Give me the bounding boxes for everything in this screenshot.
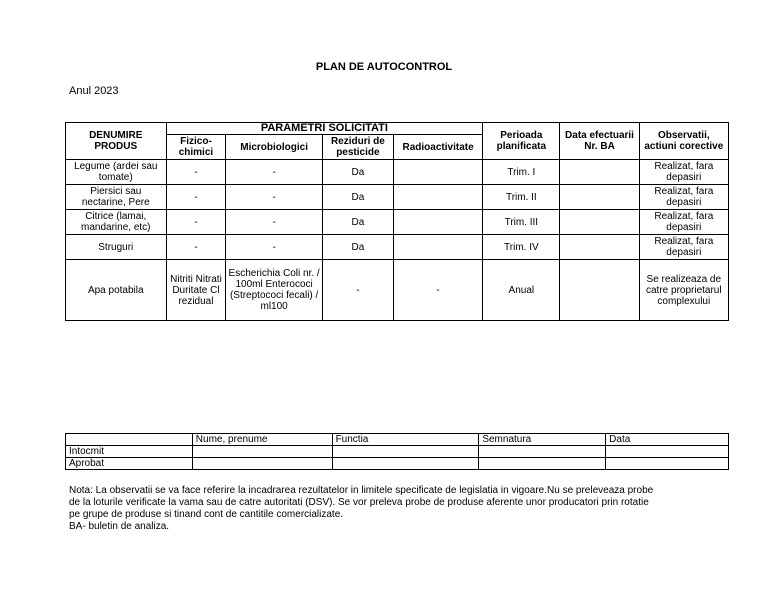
cell-radio [393,235,482,260]
header-physchem: Fizico-chimici [166,135,226,160]
cell-date [560,185,639,210]
header-params-group: PARAMETRI SOLICITATI [166,123,483,135]
cell-residues: - [322,260,393,321]
table-row [66,185,729,210]
cell-radio [393,185,482,210]
cell-product: Legume (ardei sau tomate) [66,160,167,185]
cell-observations: Realizat, fara depasiri [639,235,728,260]
cell-observations: Realizat, fara depasiri [639,160,728,185]
cell-physchem: - [166,185,226,210]
sign-header-signature: Semnatura [479,434,606,446]
sign-header-blank [66,434,193,446]
cell-physchem: - [166,160,226,185]
table-row [66,210,729,235]
cell-date [560,260,639,321]
sign-role: Aprobat [66,458,193,470]
header-observations: Observatii, actiuni corective [639,123,728,160]
cell-observations: Se realizeaza de catre proprietarul complexului [639,260,728,321]
document-title: PLAN DE AUTOCONTROL [315,61,453,73]
cell-radio [393,210,482,235]
sign-signature [479,446,606,458]
cell-period: Trim. I [483,160,560,185]
cell-date [560,160,639,185]
header-micro: Microbiologici [226,135,322,160]
note-line: BA- buletin de analiza. [69,521,170,532]
sign-signature [479,458,606,470]
sign-header-function: Functia [332,434,479,446]
signature-row [66,446,729,458]
year-label: Anul 2023 [69,85,119,97]
cell-micro: - [226,185,322,210]
cell-micro: - [226,210,322,235]
cell-micro: - [226,235,322,260]
cell-physchem: Nitriti Nitrati Duritate Cl rezidual [166,260,226,321]
cell-product: Citrice (lamai, mandarine, etc) [66,210,167,235]
table-row [66,260,729,321]
sign-header-name: Nume, prenume [192,434,332,446]
cell-product: Piersici sau nectarine, Pere [66,185,167,210]
signature-header-row [66,434,729,446]
note-line: de la loturile verificate la vama sau de catre autoritati (DSV). Se vor preleva probe de produse aferente unor producatori prin rotatie [69,497,649,508]
control-plan-table [65,122,729,321]
sign-role: Intocmit [66,446,193,458]
cell-observations: Realizat, fara depasiri [639,210,728,235]
header-date: Data efectuarii Nr. BA [560,123,639,160]
sign-header-date: Data [606,434,729,446]
header-product: DENUMIRE PRODUS [66,123,167,160]
cell-radio [393,160,482,185]
signature-table [65,433,729,470]
cell-micro: - [226,160,322,185]
cell-residues: Da [322,210,393,235]
table-row [66,235,729,260]
cell-residues: Da [322,160,393,185]
signature-row [66,458,729,470]
cell-residues: Da [322,235,393,260]
table-row [66,160,729,185]
cell-product: Apa potabila [66,260,167,321]
cell-residues: Da [322,185,393,210]
header-period: Perioada planificata [483,123,560,160]
sign-name [192,446,332,458]
note-line: pe grupe de produse si tinand cont de cantitile comercializate. [69,509,344,520]
cell-radio: - [393,260,482,321]
cell-physchem: - [166,235,226,260]
cell-period: Trim. III [483,210,560,235]
cell-observations: Realizat, fara depasiri [639,185,728,210]
sign-date [606,446,729,458]
sign-name [192,458,332,470]
cell-date [560,210,639,235]
sign-date [606,458,729,470]
header-radio: Radioactivitate [393,135,482,160]
cell-micro: Escherichia Coli nr. / 100ml Enterococi (Streptococi fecali) / ml100 [226,260,322,321]
cell-period: Trim. IV [483,235,560,260]
cell-physchem: - [166,210,226,235]
note-line: Nota: La observatii se va face referire la incadrarea rezultatelor in limitele specificate de legislatia in vigoare.Nu se preleveaza probe [69,485,654,496]
cell-date [560,235,639,260]
sign-function [332,458,479,470]
cell-period: Anual [483,260,560,321]
note-block [69,485,729,533]
cell-product: Struguri [66,235,167,260]
sign-function [332,446,479,458]
header-residues: Reziduri de pesticide [322,135,393,160]
cell-period: Trim. II [483,185,560,210]
